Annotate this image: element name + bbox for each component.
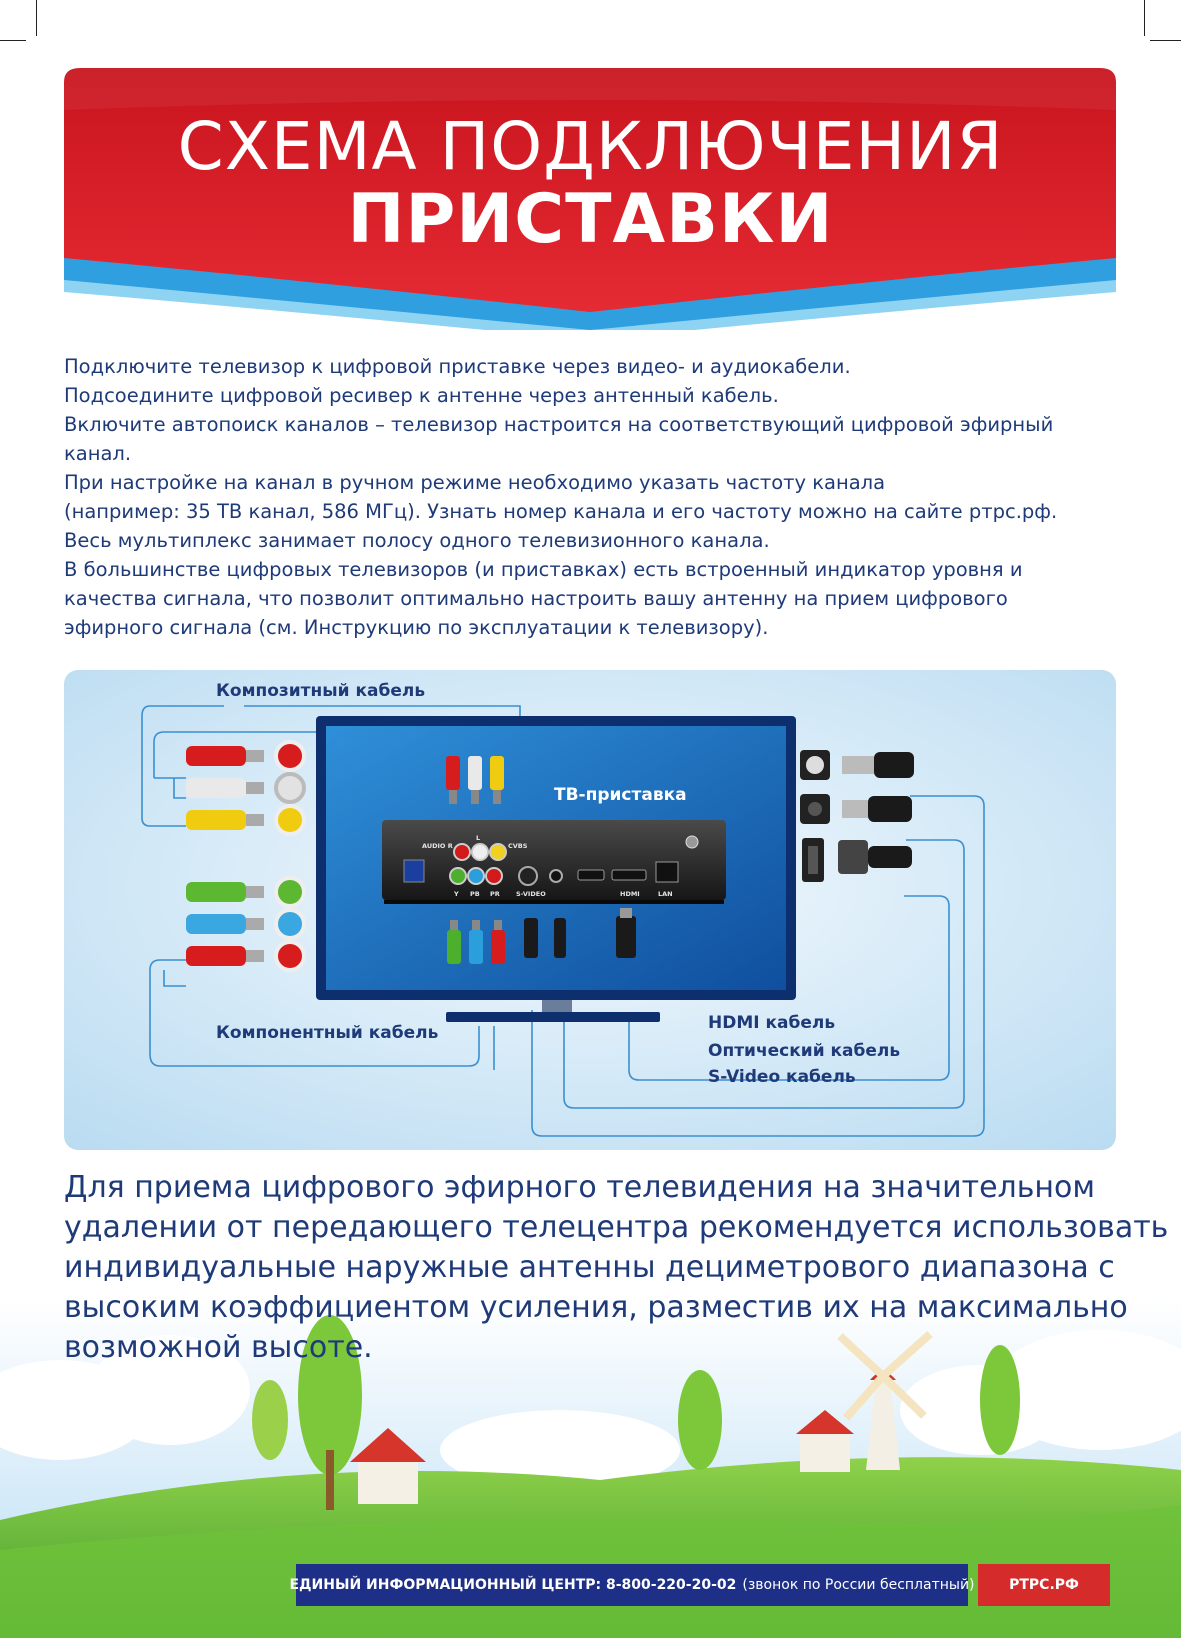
hdmi-cable-label: HDMI кабель (708, 1013, 836, 1033)
intro-line: В большинстве цифровых телевизоров (и приставках) есть встроенный индикатор уровня и (64, 558, 1023, 581)
port-label-cvbs: CVBS (508, 842, 528, 850)
intro-line: Весь мультиплекс занимает полосу одного телевизионного канала. (64, 529, 770, 552)
port-label-hdmi: HDMI (620, 890, 640, 898)
info-center-bar (289, 1564, 975, 1606)
intro-line: При настройке на канал в ручном режиме необходимо указать частоту канала (64, 471, 886, 494)
composite-cable-label: Композитный кабель (216, 681, 426, 701)
set-top-box (382, 820, 726, 904)
free-call-note: (звонок по России бесплатный) (742, 1577, 975, 1593)
component-cable-label: Компонентный кабель (216, 1023, 439, 1043)
port-label-y: Y (454, 890, 459, 898)
intro-line: эфирного сигнала (см. Инструкцию по эксплуатации к телевизору). (64, 616, 769, 639)
intro-line: (например: 35 ТВ канал, 586 МГц). Узнать номер канала и его частоту можно на сайте ртрс.рф. (64, 500, 1058, 523)
page-title-line2: ПРИСТАВКИ (347, 180, 834, 259)
optical-cable-label: Оптический кабель (708, 1041, 901, 1061)
intro-text (64, 352, 1124, 642)
bottom-line: высоким коэффициентом усиления, разместив их на максимально (64, 1290, 1128, 1325)
bottom-line: возможной высоте. (64, 1330, 373, 1365)
tv-stand (446, 1012, 660, 1022)
site-link[interactable]: РТРС.РФ (978, 1564, 1110, 1606)
info-center-phone: ЕДИНЫЙ ИНФОРМАЦИОННЫЙ ЦЕНТР: 8-800-220-20-02 (289, 1577, 737, 1593)
set-top-box-label: ТВ-приставка (554, 785, 687, 805)
bottom-line: Для приема цифрового эфирного телевидения на значительном (64, 1170, 1096, 1205)
port-label-pb: PB (470, 890, 480, 898)
composite-plugs-top (446, 756, 504, 804)
intro-line: Подключите телевизор к цифровой приставке через видео- и аудиокабели. (64, 355, 851, 378)
right-connectors (800, 750, 914, 882)
page-title-line1: СХЕМА ПОДКЛЮЧЕНИЯ (177, 108, 1004, 185)
intro-line: качества сигнала, что позволит оптимально настроить вашу антенну на прием цифрового (64, 587, 1008, 610)
port-label-l: L (476, 834, 481, 842)
bottom-line: удалении от передающего телецентра рекомендуется использовать (64, 1210, 1169, 1245)
bottom-paragraph (64, 1168, 1169, 1368)
port-label-lan: LAN (658, 890, 673, 898)
port-label-pr: PR (490, 890, 500, 898)
bottom-line: индивидуальные наружные антенны дециметрового диапазона с (64, 1250, 1115, 1285)
intro-line: Подсоедините цифровой ресивер к антенне через антенный кабель. (64, 384, 779, 407)
intro-line: канал. (64, 442, 132, 465)
port-label-svideo: S-VIDEO (516, 890, 546, 898)
connection-diagram (64, 670, 1116, 1150)
intro-line: Включите автопоиск каналов – телевизор настроится на соответствующий цифровой эфирный (64, 413, 1054, 436)
svideo-cable-label: S-Video кабель (708, 1067, 856, 1087)
port-label-audio-r: AUDIO R (422, 842, 453, 850)
